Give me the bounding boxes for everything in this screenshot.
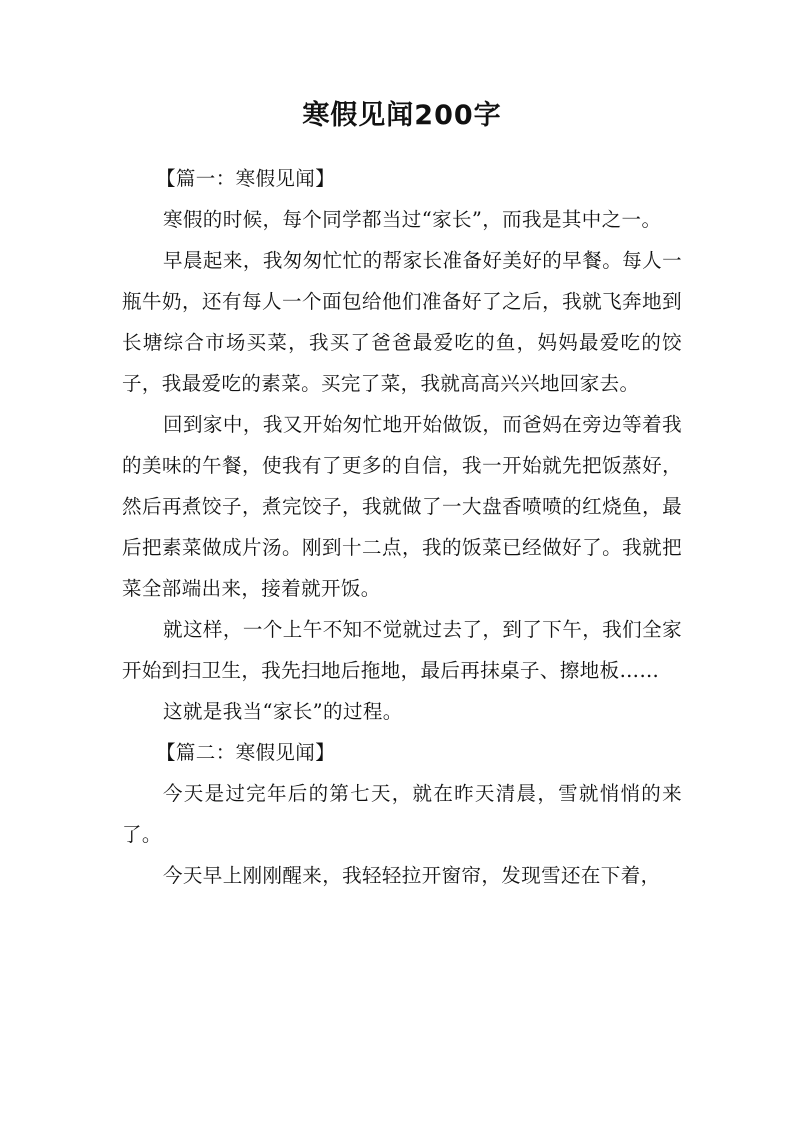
paragraph: 就这样，一个上午不知不觉就过去了，到了下午，我们全家开始到扫卫生，我先扫地后拖地，最后再抹桌子、擦地板…… [122,618,682,682]
section-1 [122,158,682,732]
document-title: 寒假见闻200字 [302,100,502,131]
paragraph: 今天早上刚刚醒来，我轻轻拉开窗帘，发现雪还在下着， [163,864,661,887]
paragraph: 早晨起来，我匆匆忙忙的帮家长准备好美好的早餐。每人一瓶牛奶，还有每人一个面包给他们准备好了之后，我就飞奔地到长塘综合市场买菜，我买了爸爸最爱吃的鱼，妈妈最爱吃的饺子，我最爱吃的素菜。买完了菜，我就高高兴兴地回家去。 [122,249,682,395]
paragraph: 寒假的时候，每个同学都当过“家长”，而我是其中之一。 [163,208,662,231]
paragraph: 这就是我当“家长”的过程。 [163,700,403,723]
paragraph: 回到家中，我又开始匆忙地开始做饭，而爸妈在旁边等着我的美味的午餐，使我有了更多的自信，我一开始就先把饭蒸好，然后再煮饺子，煮完饺子，我就做了一大盘香喷喷的红烧鱼，最后把素菜做成片汤。刚到十二点，我的饭菜已经做好了。我就把菜全部端出来，接着就开饭。 [122,413,682,600]
section-heading: 【篇二：寒假见闻】 [156,741,336,764]
section-2 [122,732,682,896]
paragraph: 今天是过完年后的第七天，就在昨天清晨，雪就悄悄的来了。 [122,782,682,846]
section-heading: 【篇一：寒假见闻】 [156,167,336,190]
